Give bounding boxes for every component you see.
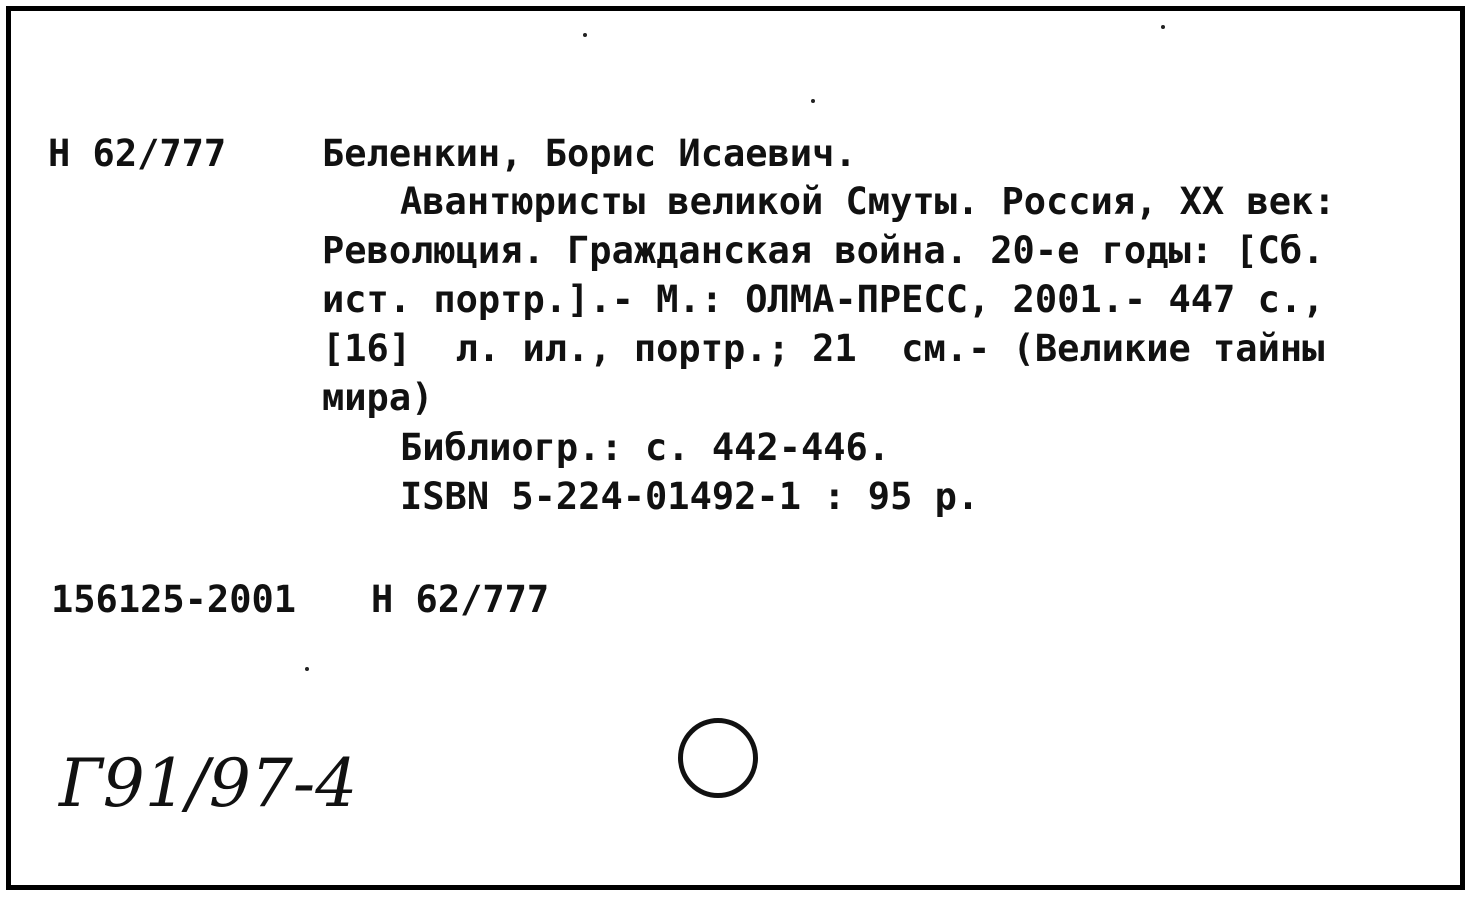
isbn-price: ISBN 5-224-01492-1 : 95 р. [400,475,980,518]
inventory-number: 156125-2001 [51,578,297,621]
handwritten-mark: Г91/97-4 [59,745,358,822]
title-line-2: Революция. Гражданская война. 20-е годы: [Сб. [322,229,1325,272]
title-line-4: [16] л. ил., портр.; 21 см.- (Великие тайны [322,327,1325,370]
title-line-3: ист. портр.].- М.: ОЛМА-ПРЕСС, 2001.- 447 с., [322,278,1325,321]
title-line-5: мира) [322,376,434,419]
catalog-card [6,6,1465,890]
scan-speck [1161,25,1165,29]
author-heading: Беленкин, Борис Исаевич. [322,132,857,175]
title-line-1: Авантюристы великой Смуты. Россия, ХХ век: [400,180,1336,223]
scan-speck [811,99,815,103]
circle-mark [678,718,758,798]
bibliography-note: Библиогр.: с. 442-446. [400,426,891,469]
scan-speck [305,667,309,671]
inventory-call-number: Н 62/777 [371,578,550,621]
scan-speck [583,33,587,37]
call-number: Н 62/777 [48,132,227,175]
